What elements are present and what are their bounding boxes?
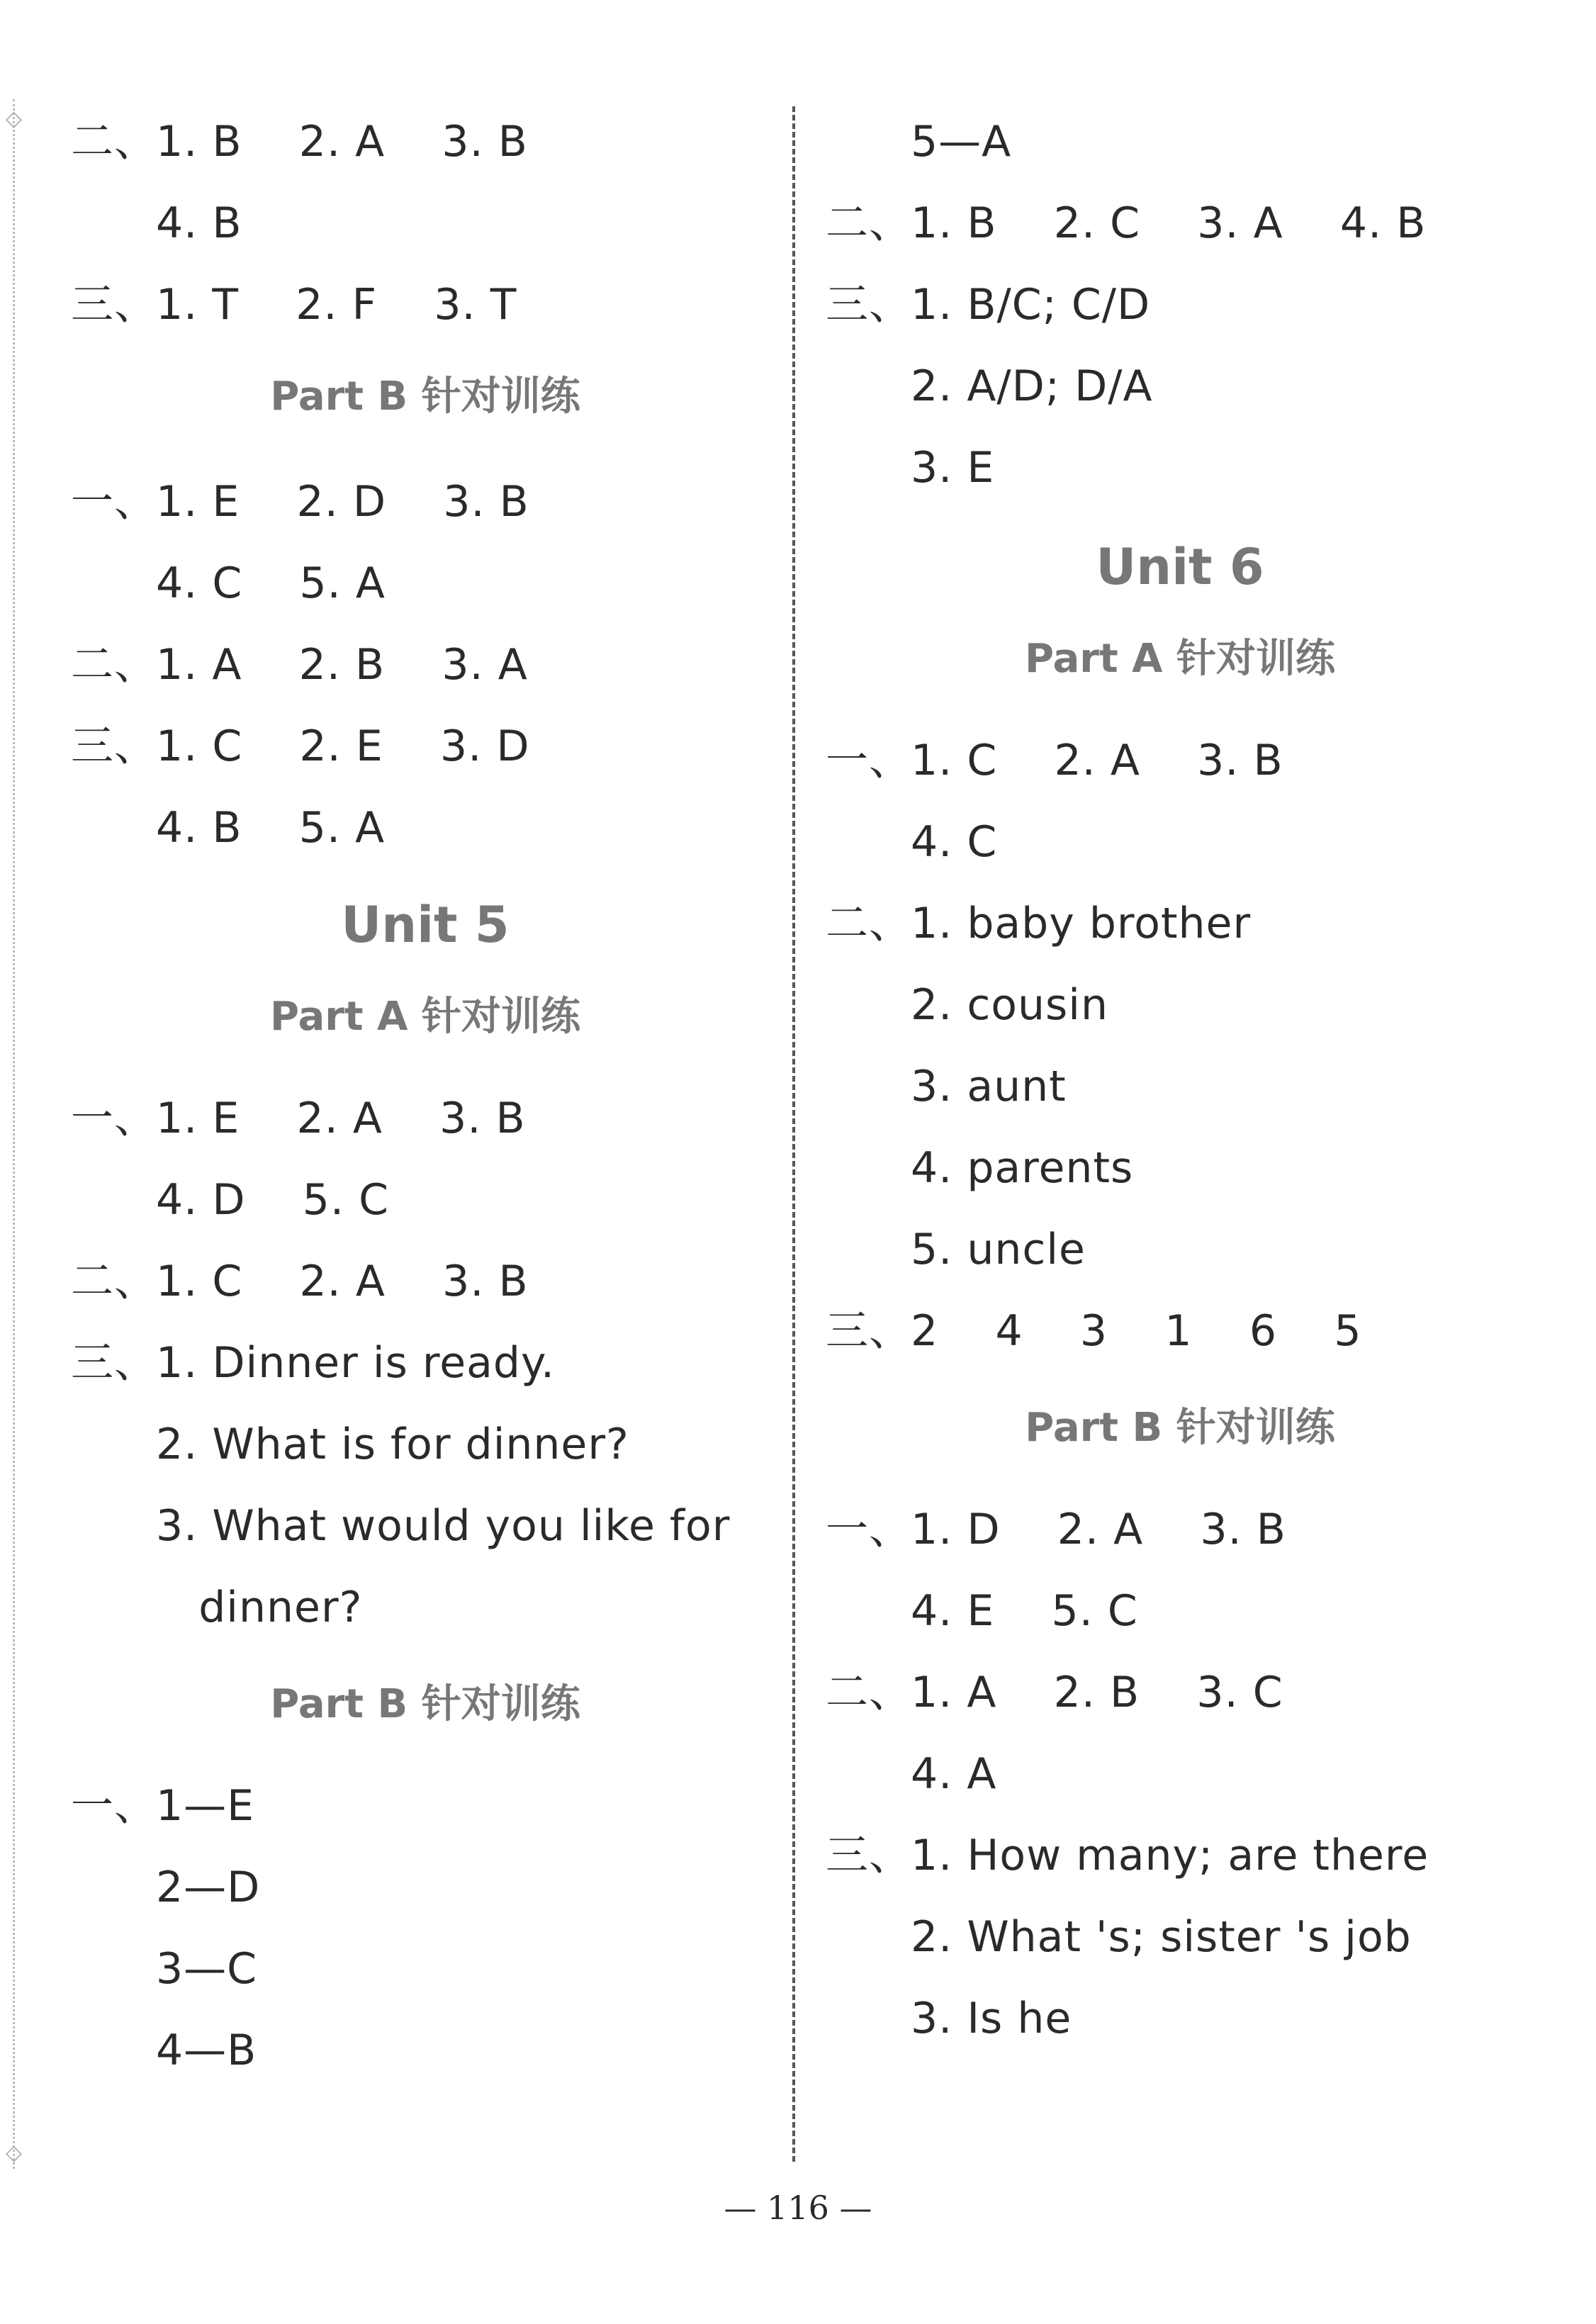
binding-ornament-bottom: ◇	[6, 2140, 23, 2165]
answer-text: 2—D	[156, 1863, 261, 1912]
unit-heading: Unit 5	[341, 896, 510, 954]
section-number: 一、	[71, 1094, 157, 1143]
answer-text: 5. uncle	[911, 1225, 1086, 1274]
answer-line	[826, 1303, 1362, 1359]
answer-text: 2. What is for dinner?	[156, 1420, 629, 1469]
answer-text: 1. B/C; C/D	[911, 280, 1151, 330]
section-number: 三、	[71, 722, 157, 771]
section-number: 二、	[71, 1257, 157, 1306]
answer-line	[71, 555, 386, 612]
answer-text: 2. A/D; D/A	[911, 361, 1153, 411]
answer-text: 4. B	[156, 198, 242, 248]
part-heading: Part B 针对训练	[1025, 1405, 1335, 1451]
answer-line	[826, 195, 1426, 252]
section-number: 一、	[71, 477, 157, 527]
answer-text: 1. A 2. B 3. A	[156, 640, 528, 690]
answer-text: dinner?	[156, 1583, 363, 1632]
section-number: 三、	[71, 280, 157, 330]
answer-line	[71, 799, 385, 856]
answer-line	[826, 1221, 1086, 1278]
answer-line	[826, 276, 1150, 333]
answer-line	[71, 1778, 254, 1834]
answer-line	[71, 1579, 362, 1636]
answer-line	[826, 1664, 1283, 1721]
section-number: 三、	[826, 1306, 912, 1356]
answer-line	[826, 1990, 1072, 2047]
answer-text: 4. D 5. C	[156, 1175, 390, 1225]
answer-line	[71, 195, 242, 252]
answer-text: 3. Is he	[911, 1994, 1072, 2043]
answer-line	[71, 636, 528, 693]
answer-text: 3. E	[911, 443, 995, 493]
page-number: — 116 —	[724, 2189, 872, 2227]
section-number: 一、	[71, 1781, 157, 1831]
answer-text: 4—B	[156, 2026, 257, 2075]
answer-text: 1. E 2. D 3. B	[156, 477, 529, 527]
answer-text: 1. D 2. A 3. B	[911, 1505, 1286, 1554]
section-number: 二、	[826, 1668, 912, 1717]
answer-line	[71, 1335, 555, 1391]
answer-line	[826, 1140, 1133, 1196]
answer-text: 2. What 's; sister 's job	[911, 1912, 1412, 1962]
binding-ornament-top: ◇	[6, 106, 23, 131]
section-number: 二、	[71, 117, 157, 167]
part-heading: Part A 针对训练	[1024, 636, 1336, 682]
answer-line	[71, 113, 528, 170]
answer-line	[71, 473, 529, 530]
answer-text: 4. parents	[911, 1143, 1134, 1193]
answer-line	[826, 1909, 1412, 1965]
answer-text: 4. C	[911, 817, 998, 867]
answer-line	[826, 895, 1251, 952]
answer-text: 1. How many; are there	[911, 1831, 1429, 1880]
answer-text: 1. B 2. C 3. A 4. B	[911, 198, 1427, 248]
section-number: 三、	[826, 1831, 912, 1880]
answer-text: 1—E	[156, 1781, 255, 1831]
answer-line	[71, 2022, 257, 2079]
binding-margin	[13, 99, 15, 2169]
answer-line	[826, 439, 994, 496]
column-divider	[792, 106, 795, 2162]
part-heading: Part A 针对训练	[269, 994, 581, 1040]
answer-line	[826, 1058, 1067, 1115]
answer-text: 4. B 5. A	[156, 803, 386, 853]
answer-line	[71, 1859, 260, 1916]
answer-line	[826, 732, 1283, 789]
answer-text: 4. A	[911, 1749, 997, 1799]
section-number: 二、	[826, 198, 912, 248]
answer-text: 1. E 2. A 3. B	[156, 1094, 526, 1143]
part-heading: Part B 针对训练	[270, 1681, 580, 1727]
answer-text: 4. E 5. C	[911, 1586, 1138, 1636]
answer-line	[826, 358, 1153, 415]
part-heading: Part B 针对训练	[270, 374, 580, 420]
answer-text: 1. C 2. E 3. D	[156, 722, 530, 771]
answer-line	[826, 1501, 1286, 1558]
answer-line	[71, 1090, 526, 1147]
answer-line	[71, 1416, 629, 1473]
answer-line	[826, 1827, 1429, 1884]
answer-text: 1. B 2. A 3. B	[156, 117, 528, 167]
answer-text: 1. C 2. A 3. B	[911, 736, 1283, 785]
section-number: 二、	[826, 899, 912, 948]
section-number: 一、	[826, 736, 912, 785]
answer-text: 2 4 3 1 6 5	[911, 1306, 1362, 1356]
unit-heading: Unit 6	[1096, 538, 1264, 596]
section-number: 三、	[826, 280, 912, 330]
answer-text: 3—C	[156, 1944, 258, 1994]
answer-line	[71, 1172, 389, 1228]
answer-line	[71, 1941, 257, 1997]
answer-line	[826, 113, 1011, 170]
answer-line	[71, 276, 517, 333]
answer-line	[71, 1498, 730, 1554]
answer-text: 4. C 5. A	[156, 558, 386, 608]
section-number: 三、	[71, 1338, 157, 1388]
answer-text: 1. C 2. A 3. B	[156, 1257, 529, 1306]
answer-text: 2. cousin	[911, 980, 1108, 1030]
answer-text: 3. What would you like for	[156, 1501, 731, 1551]
section-number: 一、	[826, 1505, 912, 1554]
answer-text: 3. aunt	[911, 1062, 1067, 1111]
section-number: 二、	[71, 640, 157, 690]
answer-text: 1. baby brother	[911, 899, 1252, 948]
answer-text: 1. T 2. F 3. T	[156, 280, 517, 330]
answer-text: 5—A	[911, 117, 1012, 167]
answer-line	[71, 1253, 529, 1310]
answer-line	[826, 977, 1108, 1033]
answer-text: 1. Dinner is ready.	[156, 1338, 556, 1388]
answer-line	[826, 1583, 1138, 1639]
answer-line	[71, 718, 530, 775]
answer-line	[826, 814, 997, 870]
answer-text: 1. A 2. B 3. C	[911, 1668, 1283, 1717]
answer-line	[826, 1746, 996, 1802]
